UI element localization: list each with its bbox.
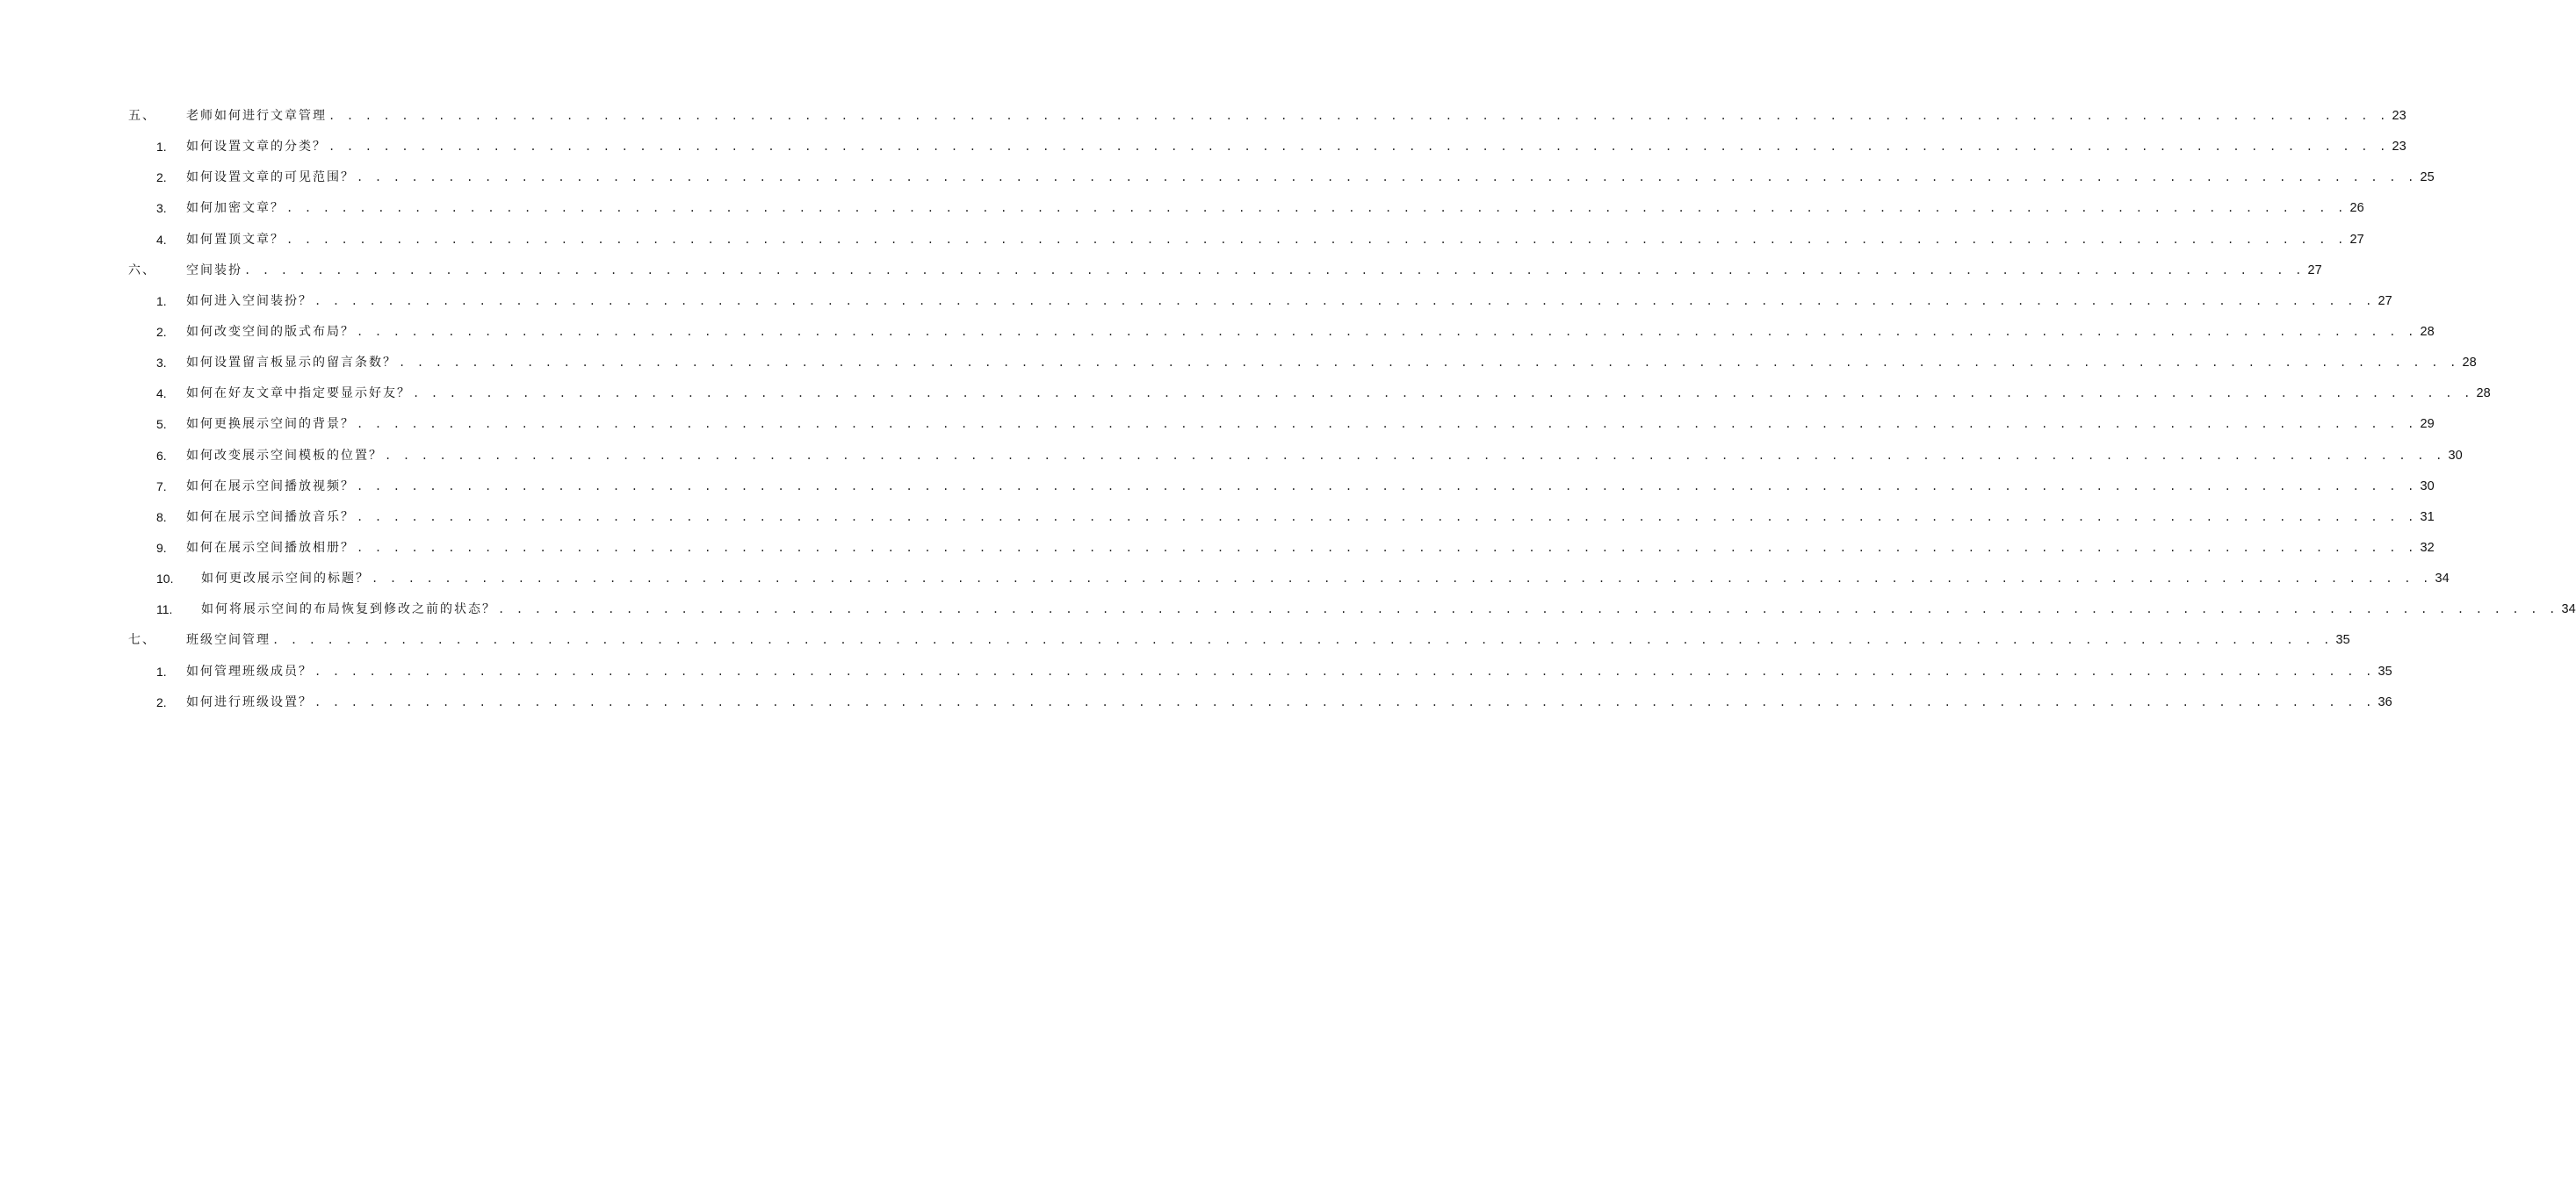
toc-entry-title: 如何在展示空间播放相册？ [186,540,355,555]
toc-entry-page: 23 [2392,109,2406,123]
toc-entry-title: 如何设置文章的分类？ [186,140,327,155]
toc-leader-dots: . . . . . . . . . . . . . . . . . . . . . . . . . . . . . . . . . . . . . . . . . . . . . . . . . . . . . . . . . . . . . . . . . . . . . . . . . . . . . . . . . . . . . . . . . . . . . . . . . . . . . . . . . . . . . . . . . [272,634,2333,647]
toc-entry-page: 29 [2420,417,2435,432]
toc-entry-number: 3. [156,356,167,371]
toc-entry-number: 11. [156,602,173,617]
toc-entry-number: 4. [156,386,167,401]
toc-leader-dots: . . . . . . . . . . . . . . . . . . . . . . . . . . . . . . . . . . . . . . . . . . . . . . . . . . . . . . . . . . . . . . . . . . . . . . . . . . . . . . . . . . . . . . . . . . . . . . . . . . . . . . . . . . . . . . . . . [399,356,2459,370]
toc-entry-title: 班级空间管理 [186,633,271,648]
toc-entry-number: 9. [156,540,167,555]
toc-entry-number: 2. [156,170,167,185]
toc-leader-dots: . . . . . . . . . . . . . . . . . . . . . . . . . . . . . . . . . . . . . . . . . . . . . . . . . . . . . . . . . . . . . . . . . . . . . . . . . . . . . . . . . . . . . . . . . . . . . . . . . . . . . . . . . . . . . . . . . [286,202,2347,215]
toc-leader-dots: . . . . . . . . . . . . . . . . . . . . . . . . . . . . . . . . . . . . . . . . . . . . . . . . . . . . . . . . . . . . . . . . . . . . . . . . . . . . . . . . . . . . . . . . . . . . . . . . . . . . . . . . . . . . . . . . . [357,325,2417,338]
toc-leader-dots: . . . . . . . . . . . . . . . . . . . . . . . . . . . . . . . . . . . . . . . . . . . . . . . . . . . . . . . . . . . . . . . . . . . . . . . . . . . . . . . . . . . . . . . . . . . . . . . . . . . . . . . . . . . . . . . . . [357,418,2417,431]
toc-leader-dots: . . . . . . . . . . . . . . . . . . . . . . . . . . . . . . . . . . . . . . . . . . . . . . . . . . . . . . . . . . . . . . . . . . . . . . . . . . . . . . . . . . . . . . . . . . . . . . . . . . . . . . . . . . . . . . . . . [357,541,2417,554]
toc-leader-dots: . . . . . . . . . . . . . . . . . . . . . . . . . . . . . . . . . . . . . . . . . . . . . . . . . . . . . . . . . . . . . . . . . . . . . . . . . . . . . . . . . . . . . . . . . . . . . . . . . . . . . . . . . . . . . . . . . [498,603,2558,616]
toc-entry[interactable] [0,255,2322,286]
toc-entry[interactable] [0,594,2576,625]
toc-entry-page: 28 [2420,324,2435,339]
toc-entry-page: 34 [2561,602,2576,617]
toc-entry-title: 空间装扮 [186,263,242,277]
toc-leader-dots: . . . . . . . . . . . . . . . . . . . . . . . . . . . . . . . . . . . . . . . . . . . . . . . . . . . . . . . . . . . . . . . . . . . . . . . . . . . . . . . . . . . . . . . . . . . . . . . . . . . . . . . . . . . . . . . . . [244,263,2305,277]
toc-entry[interactable] [0,533,2435,564]
toc-leader-dots: . . . . . . . . . . . . . . . . . . . . . . . . . . . . . . . . . . . . . . . . . . . . . . . . . . . . . . . . . . . . . . . . . . . . . . . . . . . . . . . . . . . . . . . . . . . . . . . . . . . . . . . . . . . . . . . . . [357,479,2417,493]
toc-entry[interactable] [0,378,2491,409]
toc-entry[interactable] [0,225,2364,255]
toc-entry[interactable] [0,502,2435,533]
toc-entry[interactable] [0,564,2450,594]
toc-leader-dots: . . . . . . . . . . . . . . . . . . . . . . . . . . . . . . . . . . . . . . . . . . . . . . . . . . . . . . . . . . . . . . . . . . . . . . . . . . . . . . . . . . . . . . . . . . . . . . . . . . . . . . . . . . . . . . . . . [314,695,2375,709]
toc-entry-page: 36 [2378,694,2392,709]
toc-entry-page: 25 [2420,170,2435,185]
toc-entry-number: 6. [156,448,167,463]
toc-entry-page: 35 [2378,664,2392,679]
table-of-contents [0,101,2576,718]
toc-entry-title: 如何更改展示空间的标题？ [201,572,370,586]
toc-entry[interactable] [0,625,2350,656]
toc-leader-dots: . . . . . . . . . . . . . . . . . . . . . . . . . . . . . . . . . . . . . . . . . . . . . . . . . . . . . . . . . . . . . . . . . . . . . . . . . . . . . . . . . . . . . . . . . . . . . . . . . . . . . . . . . . . . . . . . . [413,387,2473,400]
toc-entry[interactable] [0,286,2392,317]
toc-entry-title: 如何在展示空间播放音乐？ [186,509,355,524]
toc-entry-page: 23 [2392,140,2406,155]
toc-entry-page: 27 [2349,232,2364,247]
toc-entry-page: 27 [2378,293,2392,308]
toc-entry[interactable] [0,132,2406,162]
toc-entry-number: 2. [156,694,167,709]
toc-leader-dots: . . . . . . . . . . . . . . . . . . . . . . . . . . . . . . . . . . . . . . . . . . . . . . . . . . . . . . . . . . . . . . . . . . . . . . . . . . . . . . . . . . . . . . . . . . . . . . . . . . . . . . . . . . . . . . . . . [328,110,2389,122]
toc-entry-page: 34 [2435,572,2450,586]
toc-entry[interactable] [0,471,2435,502]
toc-entry[interactable] [0,101,2406,132]
toc-entry-title: 如何设置留言板显示的留言条数？ [186,356,397,371]
toc-entry-number: 3. [156,201,167,216]
toc-entry-number: 2. [156,324,167,339]
toc-entry-page: 32 [2420,540,2435,555]
toc-entry-title: 如何置顶文章？ [186,232,285,247]
toc-leader-dots: . . . . . . . . . . . . . . . . . . . . . . . . . . . . . . . . . . . . . . . . . . . . . . . . . . . . . . . . . . . . . . . . . . . . . . . . . . . . . . . . . . . . . . . . . . . . . . . . . . . . . . . . . . . . . . . . . [357,510,2417,523]
toc-entry-title: 如何改变展示空间模板的位置？ [186,448,383,463]
toc-leader-dots: . . . . . . . . . . . . . . . . . . . . . . . . . . . . . . . . . . . . . . . . . . . . . . . . . . . . . . . . . . . . . . . . . . . . . . . . . . . . . . . . . . . . . . . . . . . . . . . . . . . . . . . . . . . . . . . . . [286,233,2347,246]
toc-entry[interactable] [0,193,2364,224]
toc-leader-dots: . . . . . . . . . . . . . . . . . . . . . . . . . . . . . . . . . . . . . . . . . . . . . . . . . . . . . . . . . . . . . . . . . . . . . . . . . . . . . . . . . . . . . . . . . . . . . . . . . . . . . . . . . . . . . . . . . [328,140,2389,154]
toc-entry[interactable] [0,317,2435,348]
toc-entry-number: 10. [156,572,174,586]
toc-entry-number: 1. [156,140,167,155]
toc-entry-number: 8. [156,509,167,524]
toc-entry-title: 如何在展示空间播放视频？ [186,478,355,493]
toc-entry-number: 六、 [128,263,156,277]
toc-entry-number: 1. [156,664,167,679]
toc-entry[interactable] [0,162,2435,193]
toc-entry-number: 7. [156,478,167,493]
toc-entry-title: 如何管理班级成员？ [186,664,313,679]
toc-leader-dots: . . . . . . . . . . . . . . . . . . . . . . . . . . . . . . . . . . . . . . . . . . . . . . . . . . . . . . . . . . . . . . . . . . . . . . . . . . . . . . . . . . . . . . . . . . . . . . . . . . . . . . . . . . . . . . . . . [314,294,2375,307]
toc-entry-title: 如何进入空间装扮？ [186,293,313,308]
toc-entry[interactable] [0,441,2463,471]
toc-leader-dots: . . . . . . . . . . . . . . . . . . . . . . . . . . . . . . . . . . . . . . . . . . . . . . . . . . . . . . . . . . . . . . . . . . . . . . . . . . . . . . . . . . . . . . . . . . . . . . . . . . . . . . . . . . . . . . . . . [314,665,2375,678]
toc-leader-dots: . . . . . . . . . . . . . . . . . . . . . . . . . . . . . . . . . . . . . . . . . . . . . . . . . . . . . . . . . . . . . . . . . . . . . . . . . . . . . . . . . . . . . . . . . . . . . . . . . . . . . . . . . . . . . . . . . [372,572,2432,586]
toc-entry-number: 七、 [128,633,156,648]
toc-entry-page: 26 [2349,201,2364,216]
toc-entry[interactable] [0,657,2392,687]
toc-leader-dots: . . . . . . . . . . . . . . . . . . . . . . . . . . . . . . . . . . . . . . . . . . . . . . . . . . . . . . . . . . . . . . . . . . . . . . . . . . . . . . . . . . . . . . . . . . . . . . . . . . . . . . . . . . . . . . . . . [357,171,2417,184]
toc-entry-number: 五、 [128,109,156,123]
toc-entry-title: 如何更换展示空间的背景？ [186,417,355,432]
toc-entry[interactable] [0,409,2435,440]
toc-entry-title: 老师如何进行文章管理 [186,109,327,123]
toc-entry-page: 28 [2462,356,2477,371]
toc-entry-title: 如何改变空间的版式布局？ [186,324,355,339]
toc-entry[interactable] [0,687,2392,718]
toc-entry-title: 如何将展示空间的布局恢复到修改之前的状态？ [201,602,496,617]
toc-entry-page: 28 [2476,386,2491,401]
toc-entry-title: 如何加密文章？ [186,201,285,216]
toc-entry-page: 30 [2420,478,2435,493]
toc-entry-number: 1. [156,293,167,308]
toc-entry-title: 如何进行班级设置？ [186,694,313,709]
toc-entry-page: 35 [2335,633,2350,648]
toc-entry-page: 31 [2420,509,2435,524]
toc-leader-dots: . . . . . . . . . . . . . . . . . . . . . . . . . . . . . . . . . . . . . . . . . . . . . . . . . . . . . . . . . . . . . . . . . . . . . . . . . . . . . . . . . . . . . . . . . . . . . . . . . . . . . . . . . . . . . . . . . [385,449,2445,462]
toc-entry-title: 如何在好友文章中指定要显示好友？ [186,386,411,401]
toc-entry[interactable] [0,348,2477,378]
toc-entry-number: 5. [156,417,167,432]
toc-entry-page: 30 [2448,448,2463,463]
toc-entry-number: 4. [156,232,167,247]
toc-entry-title: 如何设置文章的可见范围？ [186,170,355,185]
toc-entry-page: 27 [2307,263,2322,277]
